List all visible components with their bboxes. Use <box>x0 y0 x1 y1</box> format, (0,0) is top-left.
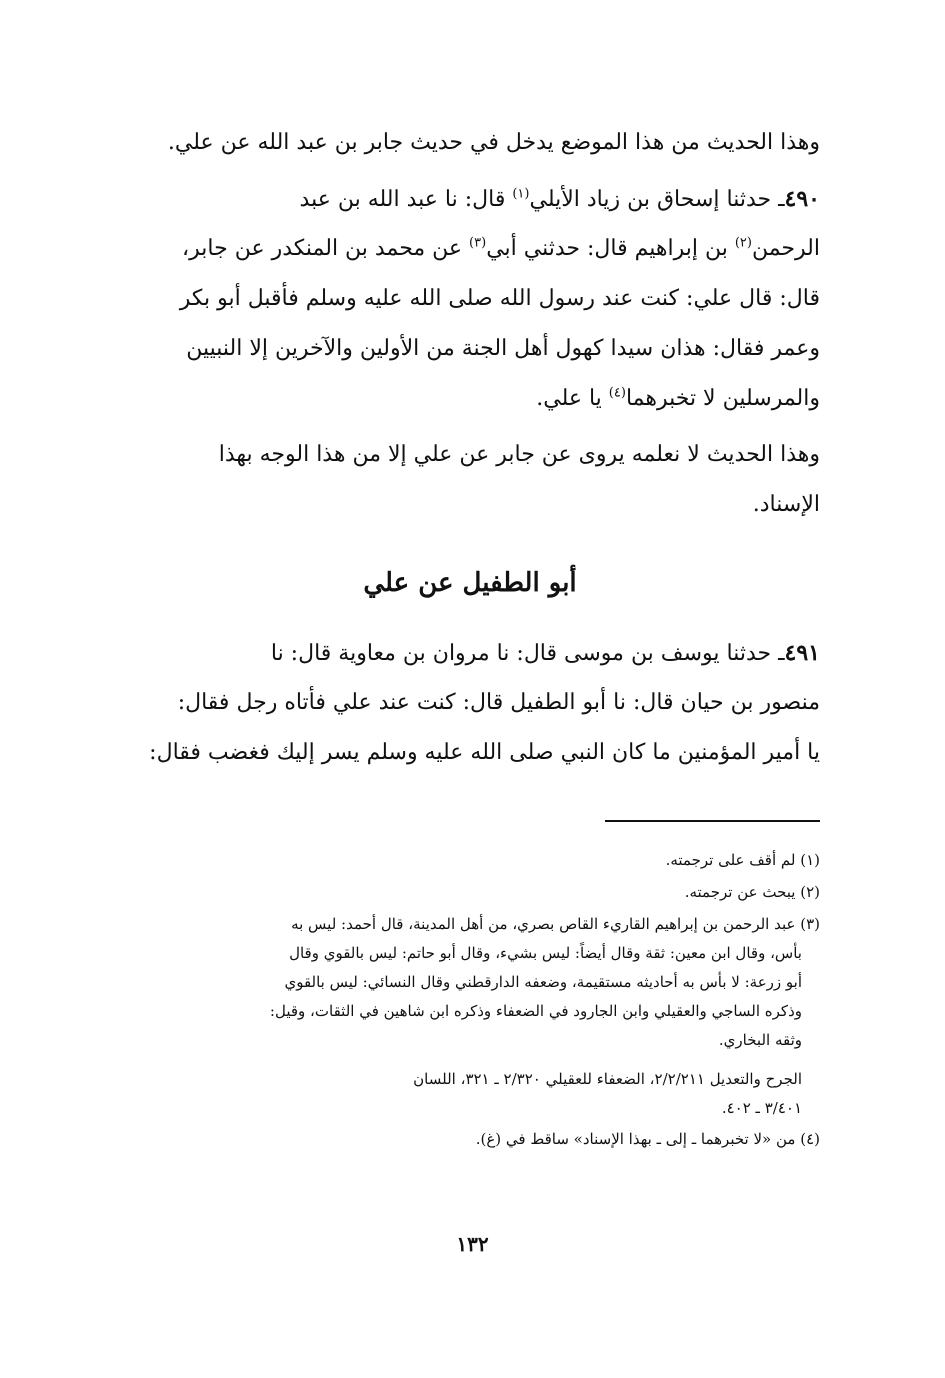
main-text-block-2 <box>120 628 820 778</box>
footnote-3-line-6: الجرح والتعديل ٢/٢/٢١١، الضعفاء للعقيلي ٢/٣٢٠ ـ ٣٢١، اللسان <box>413 1070 802 1088</box>
footnote-ref-3[interactable]: (٣) <box>469 235 487 251</box>
paragraph-closing-line-1: وهذا الحديث لا نعلمه يروى عن جابر عن علي إلا من هذا الوجه بهذا <box>218 442 820 467</box>
main-text-block-1 <box>120 118 820 530</box>
section-heading: أبو الطفيل عن علي <box>363 568 577 598</box>
hadith-491-line-1 <box>120 628 820 678</box>
hadith-490-line-2 <box>120 224 820 274</box>
page-number: ١٣٢ <box>456 1232 489 1256</box>
footnote-ref-2[interactable]: (٢) <box>734 235 752 251</box>
footnote-separator <box>605 820 820 822</box>
footnotes <box>120 846 820 1154</box>
hadith-490-text-2b: بن إبراهيم قال: حدثني أبي <box>486 236 735 261</box>
hadith-491-number: ٤٩١ <box>784 640 820 666</box>
hadith-490-text-5a: والمرسلين لا تخبرهما <box>625 386 820 411</box>
footnote-3-line-4: وذكره الساجي والعقيلي وابن الجارود في الضعفاء وذكره ابن شاهين في الثقات، وقيل: <box>269 1002 802 1020</box>
hadith-490-text-2c: عن محمد بن المنكدر عن جابر، <box>182 236 470 261</box>
hadith-490-text-1a: ـ حدثنا إسحاق بن زياد الأيلي <box>529 187 785 212</box>
footnote-3-line-5: وثقه البخاري. <box>718 1031 802 1049</box>
hadith-491-line-2: منصور بن حيان قال: نا أبو الطفيل قال: كنت عند علي فأتاه رجل فقال: <box>177 690 820 715</box>
footnote-3-line-7: ٣/٤٠١ ـ ٤٠٢. <box>721 1099 802 1117</box>
paragraph-closing-line-2: الإسناد. <box>752 492 820 517</box>
footnote-3-line-2: بأس، وقال ابن معين: ثقة وقال أيضاً: ليس بشيء، وقال أبو حاتم: ليس بالقوي وقال <box>289 944 802 962</box>
hadith-490-line-1 <box>120 174 820 224</box>
hadith-490-text-1b: قال: نا عبد الله بن عبد <box>299 187 513 212</box>
hadith-490-line-3: قال: قال علي: كنت عند رسول الله صلى الله عليه وسلم فأقبل أبو بكر <box>179 286 820 311</box>
footnote-2: (٢) يبحث عن ترجمته. <box>684 883 820 901</box>
paragraph-intro: وهذا الحديث من هذا الموضع يدخل في حديث جابر بن عبد الله عن علي. <box>167 130 820 155</box>
footnote-ref-1[interactable]: (١) <box>512 186 530 202</box>
hadith-490-text-2a: الرحمن <box>751 236 820 261</box>
hadith-490-line-4: وعمر فقال: هذان سيدا كهول أهل الجنة من الأولين والآخرين إلا النبيين <box>186 336 820 361</box>
hadith-490-text-5b: يا علي. <box>536 386 609 411</box>
hadith-490-number: ٤٩٠ <box>784 186 820 212</box>
footnote-4: (٤) من «لا تخبرهما ـ إلى ـ بهذا الإسناد» ساقط في (غ). <box>475 1130 820 1148</box>
hadith-491-text-1: ـ حدثنا يوسف بن موسى قال: نا مروان بن معاوية قال: نا <box>270 641 785 666</box>
footnote-3-line-3: أبو زرعة: لا بأس به أحاديثه مستقيمة، وضعفه الدارقطني وقال النسائي: ليس بالقوي <box>284 973 802 991</box>
footnote-1: (١) لم أقف على ترجمته. <box>665 851 820 869</box>
hadith-491-line-3: يا أمير المؤمنين ما كان النبي صلى الله عليه وسلم يسر إليك فغضب فقال: <box>149 740 820 765</box>
footnote-3-line-1: (٣) عبد الرحمن بن إبراهيم القاريء القاص بصري، من أهل المدينة، قال أحمد: ليس به <box>291 915 820 933</box>
hadith-490-line-5 <box>120 374 820 424</box>
footnote-ref-4[interactable]: (٤) <box>608 385 626 401</box>
